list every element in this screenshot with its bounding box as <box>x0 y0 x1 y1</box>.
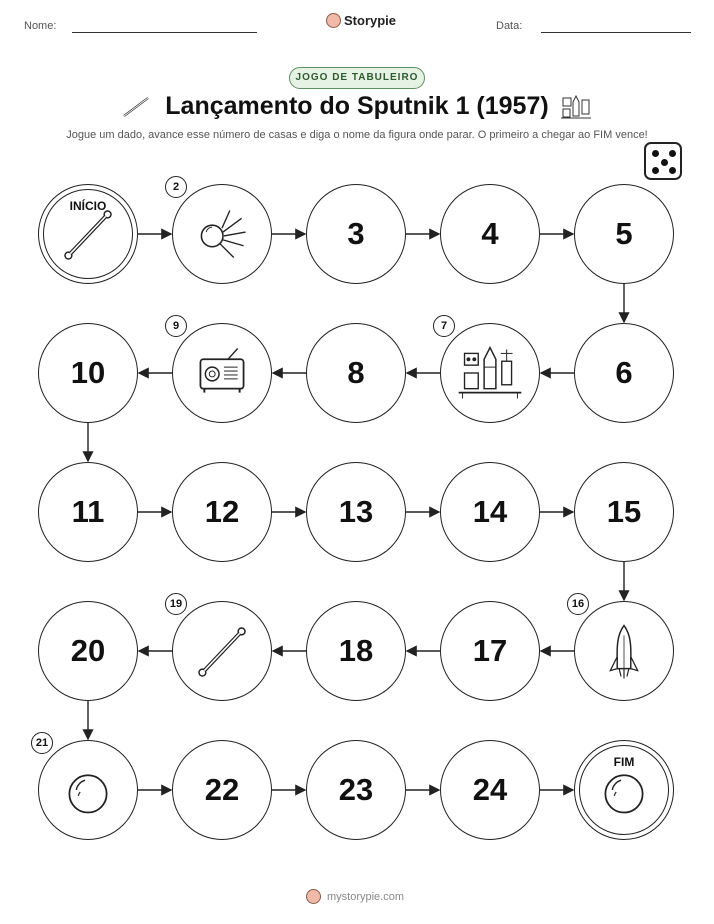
sphere-icon <box>575 741 673 839</box>
board-space <box>306 601 406 701</box>
board-space <box>38 601 138 701</box>
board-space <box>172 323 272 423</box>
board-space <box>440 184 540 284</box>
space-number: 13 <box>338 494 374 529</box>
space-number: 24 <box>472 772 508 807</box>
board-space <box>38 462 138 562</box>
rocket-workshop-icon <box>441 324 539 422</box>
rocket-icon <box>575 602 673 700</box>
space-number-badge: 19 <box>165 593 187 615</box>
board-space <box>574 184 674 284</box>
board-space <box>172 184 272 284</box>
space-number-badge: 7 <box>433 315 455 337</box>
space-number-badge: 2 <box>165 176 187 198</box>
antenna-icon <box>173 602 271 700</box>
board-space <box>574 323 674 423</box>
space-number: 15 <box>606 494 642 529</box>
start-label: INÍCIO <box>69 199 107 213</box>
space-number-badge: 21 <box>31 732 53 754</box>
space-number: 10 <box>70 355 106 390</box>
board-space <box>440 601 540 701</box>
board-space <box>38 323 138 423</box>
board-space <box>306 184 406 284</box>
bear-icon <box>306 889 321 904</box>
footer <box>306 889 404 904</box>
board-space <box>574 601 674 701</box>
sputnik-icon <box>173 185 271 283</box>
board-space <box>38 740 138 840</box>
start-space <box>38 184 138 284</box>
page-title: Lançamento do Sputnik 1 (1957) <box>165 92 549 120</box>
space-number: 6 <box>615 355 633 390</box>
finish-space <box>574 740 674 840</box>
space-number: 22 <box>204 772 240 807</box>
board-space <box>574 462 674 562</box>
board-space <box>172 740 272 840</box>
board-space <box>306 462 406 562</box>
board-space <box>306 323 406 423</box>
space-number: 23 <box>338 772 374 807</box>
space-number: 4 <box>481 216 499 251</box>
space-number: 8 <box>347 355 365 390</box>
board-space <box>172 601 272 701</box>
space-number: 3 <box>347 216 365 251</box>
instructions: Jogue um dado, avance esse número de casas e diga o nome da figura onde parar. O primeiro a chegar ao FIM vence! <box>66 129 648 141</box>
space-number: 17 <box>472 633 508 668</box>
radio-icon <box>173 324 271 422</box>
space-number: 5 <box>615 216 633 251</box>
board-space <box>172 462 272 562</box>
board-space <box>440 323 540 423</box>
antenna-icon <box>39 185 137 283</box>
game-type-badge: JOGO DE TABULEIRO <box>289 67 425 89</box>
space-number: 20 <box>70 633 106 668</box>
board-space <box>306 740 406 840</box>
name-label: Nome: <box>24 20 57 32</box>
brand-name: Storypie <box>344 13 397 28</box>
sphere-icon <box>39 741 137 839</box>
board-space <box>440 740 540 840</box>
space-number-badge: 16 <box>567 593 589 615</box>
space-number: 12 <box>204 494 240 529</box>
space-number: 18 <box>338 633 374 668</box>
space-number: 14 <box>472 494 508 529</box>
footer-url: mystorypie.com <box>327 890 405 903</box>
finish-label: FIM <box>613 755 635 769</box>
board-space <box>440 462 540 562</box>
space-number-badge: 9 <box>165 315 187 337</box>
space-number: 11 <box>71 494 105 529</box>
date-label: Data: <box>496 20 523 32</box>
